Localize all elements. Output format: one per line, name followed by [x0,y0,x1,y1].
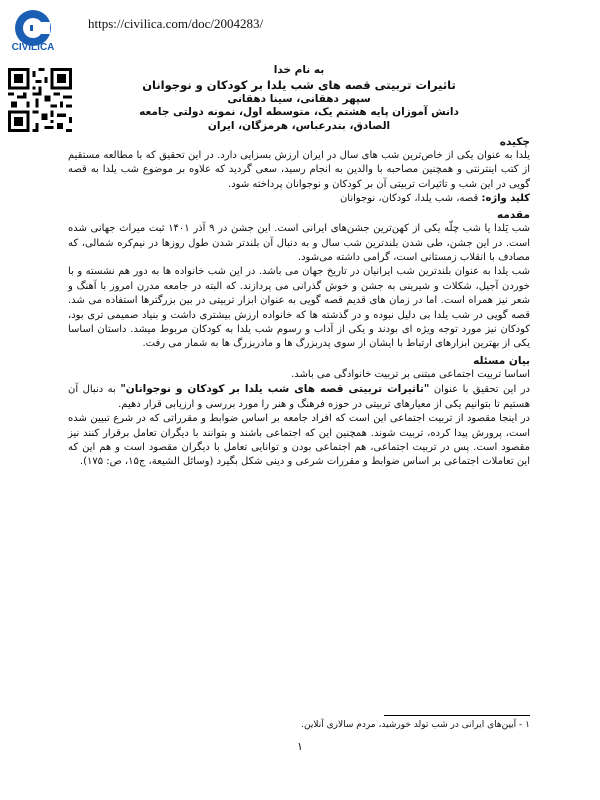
affiliation-line-1: دانش آموزان پایه هشتم یک، متوسطه اول، نمونه دولتی جامعه [139,106,459,118]
basmala: به نام خدا [273,64,325,76]
authors: سپهر دهقانی، سینا دهقانی [227,92,371,105]
intro-body [68,222,530,352]
intro-paragraph-2: شب یلدا به عنوان بلندترین شب ایرانیان در تاریخ جهان می باشد. در این شب خانواده ها به دور هم نشسته و با خوردن آجیل، شکلات و شیرینی به جشن و خوش گذرانی می پردازند. که البته در جامعه مدرن امروز با آهنگ و شعر نیز همراه است. اما در زمان های قدیم قصه گویی به عنوان ابزار تربیتی در بین بزرگترها استفاده می شد. قصه گویی در شب یلدا بی دلیل نبوده و در گذشته ها که خانواده ارزش بیشتری داشت و بنیاد صمیمی تری بود، کودکان نیز مورد توجه ویژه ای بودند و یکی از آداب و رسوم شب یلدا به کودکان مربوط میشد. داستان اساسا یکی از بهترین ابزارهای ارتباط با ایشان از سوی پدربزرگ ها و مادربزرگ ها به شمار می رفت. [68,266,530,350]
abstract-text: یلدا به عنوان یکی از خاص‌ترین شب های سال در ایران ارزش بسزایی دارد. در این تحقیق که با مطالعه مستقیم از کتب اینترنتی و همچنین مصاحبه با والدین به انجام رسید، سعی گردید که علاوه بر موضوع شب یلدا به قصه گویی در این شب و تاثیرات تربیتی آن بر کودکان و نوجوانان پرداخته شود. [68,150,530,190]
civilica-logo[interactable] [6,8,60,64]
problem-p2-pre: در این تحقیق با عنوان [429,384,531,396]
problem-body [68,368,530,470]
abstract-body [68,149,530,192]
problem-paragraph-1: اساسا تربیت اجتماعی مبتنی بر تربیت خانوادگی می باشد. [291,368,530,380]
logo-wordmark: CIVILICA [11,42,55,53]
intro-heading: مقدمه [497,209,530,222]
title-block [68,64,530,133]
keywords-list: قصه، شب یلدا، کودکان، نوجوانان [339,193,479,205]
abstract-heading: چکیده [499,136,530,148]
problem-paragraph-2 [68,382,530,412]
problem-p2-post: به دنبال آن هستیم تا بتوانیم یکی از معیارهای تربیتی در حوزه فرهنگ و هنر را مورد بررسی و ارزیابی قرار دهیم. [68,384,530,410]
problem-paragraph-3: در اینجا مقصود از تربیت اجتماعی این است که افراد جامعه بر اساس ضوابط و مقرراتی که در شرع تبیین شده است، پرورش پیدا کرده، تربیت شوند. همچنین این که اجتماعی باشند و بتوانند با دیگران تعامل برقرار کنند نیز مقصود است. پس در تربیت اجتماعی، هم اجتماعی بودن و توانایی تعامل با دیگران مقصود است و هم این که این تعاملات اجتماعی بر اساس ضوابط و مقررات شرعی و دینی شکل بگیرد (وسائل الشیعة، ج۱۵، ص: ۱۷۵). [68,413,530,468]
footnote: ۱ - آیین‌های ایرانی در شب تولد خورشید، مردم سالاری آنلاین. [301,720,530,730]
page-number: ۱ [297,740,303,753]
problem-title-quote: "تاثیرات تربیتی قصه های شب یلدا بر کودکان و نوجوانان" [120,383,430,396]
document-page [68,64,530,470]
document-url[interactable]: https://civilica.com/doc/2004283/ [88,16,264,31]
footnote-separator [384,715,530,716]
problem-heading: بیان مسئله [473,354,530,367]
intro-paragraph-1: شب یَلدا یا شب چلّه یکی از کهن‌ترین جشن‌های ایرانی است. این جشن در ۹ آذر ۱۴۰۱ ثبت میراث جهانی شده است. در این جشن، طی شدن بلندترین شب سال و به دنبال آن بلندتر شدن طول روزها در نیم‌کره شمالی، که مصادف با انقلاب زمستانی است، گرامی داشته می‌شود. [68,223,531,264]
paper-title: تاثیرات تربیتی قصه های شب یلدا بر کودکان و نوجوانان [142,77,456,92]
qr-code-icon [8,68,72,132]
keywords-label: کلید واژه: [481,193,530,205]
affiliation-line-2: الصادق، بندرعباس، هرمزگان، ایران [207,119,391,132]
keywords [68,192,530,206]
